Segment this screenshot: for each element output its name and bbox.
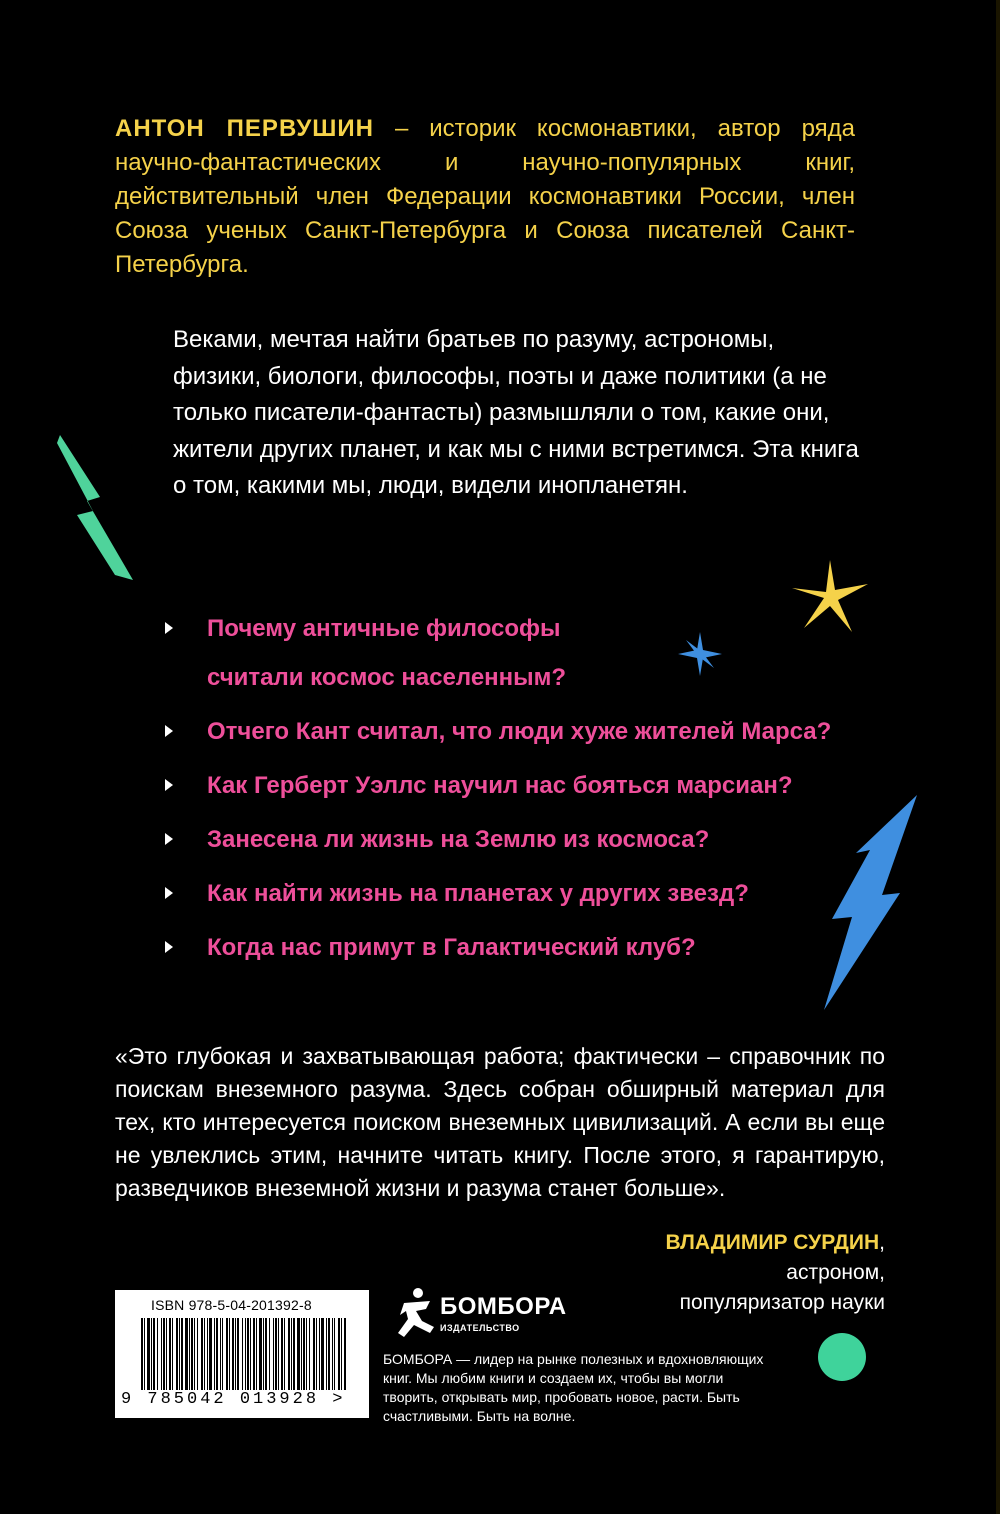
- barcode-bar: [259, 1318, 262, 1390]
- green-lightning-icon: [55, 435, 135, 585]
- barcode-bar: [166, 1318, 167, 1390]
- barcode-bar: [284, 1318, 285, 1390]
- spine-edge: [996, 0, 1000, 1514]
- barcode-bar: [313, 1318, 315, 1390]
- barcode-bar: [204, 1318, 205, 1390]
- isbn-label: ISBN 978-5-04-201392-8: [151, 1297, 312, 1313]
- barcode-bar: [191, 1318, 193, 1390]
- barcode-bar: [161, 1318, 162, 1390]
- barcode-bar: [303, 1318, 305, 1390]
- barcode: [115, 1290, 369, 1418]
- barcode-bar: [332, 1318, 333, 1390]
- barcode-bar: [237, 1318, 239, 1390]
- barcode-bar: [222, 1318, 223, 1390]
- bullet-triangle-icon: [165, 833, 173, 845]
- barcode-bar: [220, 1318, 221, 1390]
- barcode-bar: [306, 1318, 307, 1390]
- barcode-bar: [189, 1318, 190, 1390]
- barcode-bar: [144, 1318, 145, 1390]
- barcode-bar: [293, 1318, 295, 1390]
- question-text: Почему античные философы: [207, 615, 561, 642]
- barcode-bar: [207, 1318, 208, 1390]
- barcode-bar: [235, 1318, 236, 1390]
- barcode-bar: [250, 1318, 251, 1390]
- publisher-figure-icon: [396, 1287, 436, 1341]
- barcode-bar: [153, 1318, 155, 1390]
- barcode-bar: [341, 1318, 342, 1390]
- publisher-logo: [396, 1285, 566, 1345]
- barcode-bar: [172, 1318, 173, 1390]
- barcode-bar: [326, 1318, 327, 1390]
- bullet-triangle-icon: [165, 941, 173, 953]
- quote-author-role: популяризатор науки: [679, 1291, 885, 1314]
- barcode-bar: [309, 1318, 310, 1390]
- barcode-bar: [263, 1318, 264, 1390]
- barcode-bar: [269, 1318, 270, 1390]
- barcode-bar: [319, 1318, 320, 1390]
- barcode-bar: [344, 1318, 346, 1390]
- barcode-bar: [275, 1318, 277, 1390]
- publisher-name: БОМБОРА: [440, 1293, 567, 1320]
- barcode-bar: [201, 1318, 203, 1390]
- barcode-bar: [141, 1318, 143, 1390]
- question-text: Как найти жизнь на планетах у других звезд?: [207, 880, 749, 907]
- barcode-bar: [301, 1318, 302, 1390]
- publisher-description: БОМБОРА — лидер на рынке полезных и вдохновляющих книг. Мы любим книги и создаем их, чтобы вы могли творить, открывать мир, пробовать новое, расти. Быть счастливыми. Быть на волне.: [383, 1351, 764, 1424]
- barcode-bar: [194, 1318, 195, 1390]
- barcode-bar: [321, 1318, 324, 1390]
- bullet-triangle-icon: [165, 779, 173, 791]
- quote-author-name: ВЛАДИМИР СУРДИН: [665, 1231, 880, 1254]
- barcode-bar: [281, 1318, 283, 1390]
- barcode-bar: [328, 1318, 330, 1390]
- barcode-bar: [214, 1318, 215, 1390]
- book-description: Веками, мечтая найти братьев по разуму, астрономы, физики, биологи, философы, поэты и даже политики (а не только писатели-фантасты) размышляли о том, какие они, жители других планет, и как мы с ними встретимся. Эта книга о том, какими мы, люди, видели инопланетян.: [173, 326, 859, 499]
- author-name: АНТОН ПЕРВУШИН: [115, 115, 374, 142]
- barcode-bar: [216, 1318, 218, 1390]
- barcode-bar: [181, 1318, 183, 1390]
- blue-star-icon: [676, 630, 724, 678]
- barcode-bar: [297, 1318, 300, 1390]
- blue-lightning-icon: [812, 795, 922, 1015]
- question-text: Занесена ли жизнь на Землю из космоса?: [207, 826, 710, 853]
- barcode-bar: [278, 1318, 279, 1390]
- barcode-bar: [163, 1318, 165, 1390]
- barcode-bar: [316, 1318, 317, 1390]
- bullet-triangle-icon: [165, 622, 173, 634]
- barcode-bar: [273, 1318, 274, 1390]
- barcode-bar: [245, 1318, 246, 1390]
- quote-author-comma: ,: [879, 1231, 885, 1254]
- barcode-bar: [229, 1318, 230, 1390]
- barcode-bar: [209, 1318, 212, 1390]
- barcode-bar: [176, 1318, 178, 1390]
- bullet-triangle-icon: [165, 725, 173, 737]
- barcode-bar: [288, 1318, 290, 1390]
- barcode-bar: [247, 1318, 249, 1390]
- bullet-triangle-icon: [165, 887, 173, 899]
- author-bio-text: – историк космонавтики, автор ряда научно-фантастических и научно-популярных книг, действительный член Федерации космонавтики России, член Союза ученых Санкт-Петербурга и Союза писателей Санкт-Петербурга.: [115, 115, 855, 278]
- author-bio: [115, 112, 855, 282]
- barcode-bar: [185, 1318, 188, 1390]
- quote-attribution: [665, 1228, 885, 1318]
- question-text: Как Герберт Уэллс научил нас бояться марсиан?: [207, 772, 793, 799]
- barcode-bar: [242, 1318, 243, 1390]
- question-text: Когда нас примут в Галактический клуб?: [207, 934, 696, 961]
- barcode-bars: [141, 1318, 347, 1390]
- yellow-star-icon: [790, 558, 870, 638]
- green-planet-icon: [818, 1333, 866, 1381]
- barcode-bar: [157, 1318, 158, 1390]
- barcode-bar: [179, 1318, 180, 1390]
- review-quote: «Это глубокая и захватывающая работа; фактически – справочник по поискам внеземного разума. Здесь собран обширный материал для тех, кто интересуется поиском внеземных цивилизаций. А если вы еще не увлеклись этим, начните читать книгу. После этого, я гарантирую, разведчиков внеземной жизни и разума станет больше».: [115, 1043, 885, 1201]
- barcode-bar: [265, 1318, 267, 1390]
- question-text: Отчего Кант считал, что люди хуже жителей Марса?: [207, 718, 832, 745]
- barcode-bar: [226, 1318, 228, 1390]
- barcode-bar: [147, 1318, 150, 1390]
- question-text: считали космос населенным?: [207, 664, 567, 691]
- barcode-digits: 9 785042 013928 >: [121, 1390, 346, 1409]
- barcode-bar: [151, 1318, 152, 1390]
- barcode-bar: [253, 1318, 255, 1390]
- barcode-bar: [338, 1318, 340, 1390]
- barcode-bar: [197, 1318, 198, 1390]
- barcode-bar: [256, 1318, 257, 1390]
- publisher-subtitle: ИЗДАТЕЛЬСТВО: [440, 1323, 520, 1333]
- barcode-bar: [334, 1318, 335, 1390]
- barcode-bar: [232, 1318, 234, 1390]
- quote-author-role: астроном,: [786, 1261, 885, 1284]
- barcode-bar: [291, 1318, 292, 1390]
- barcode-bar: [169, 1318, 171, 1390]
